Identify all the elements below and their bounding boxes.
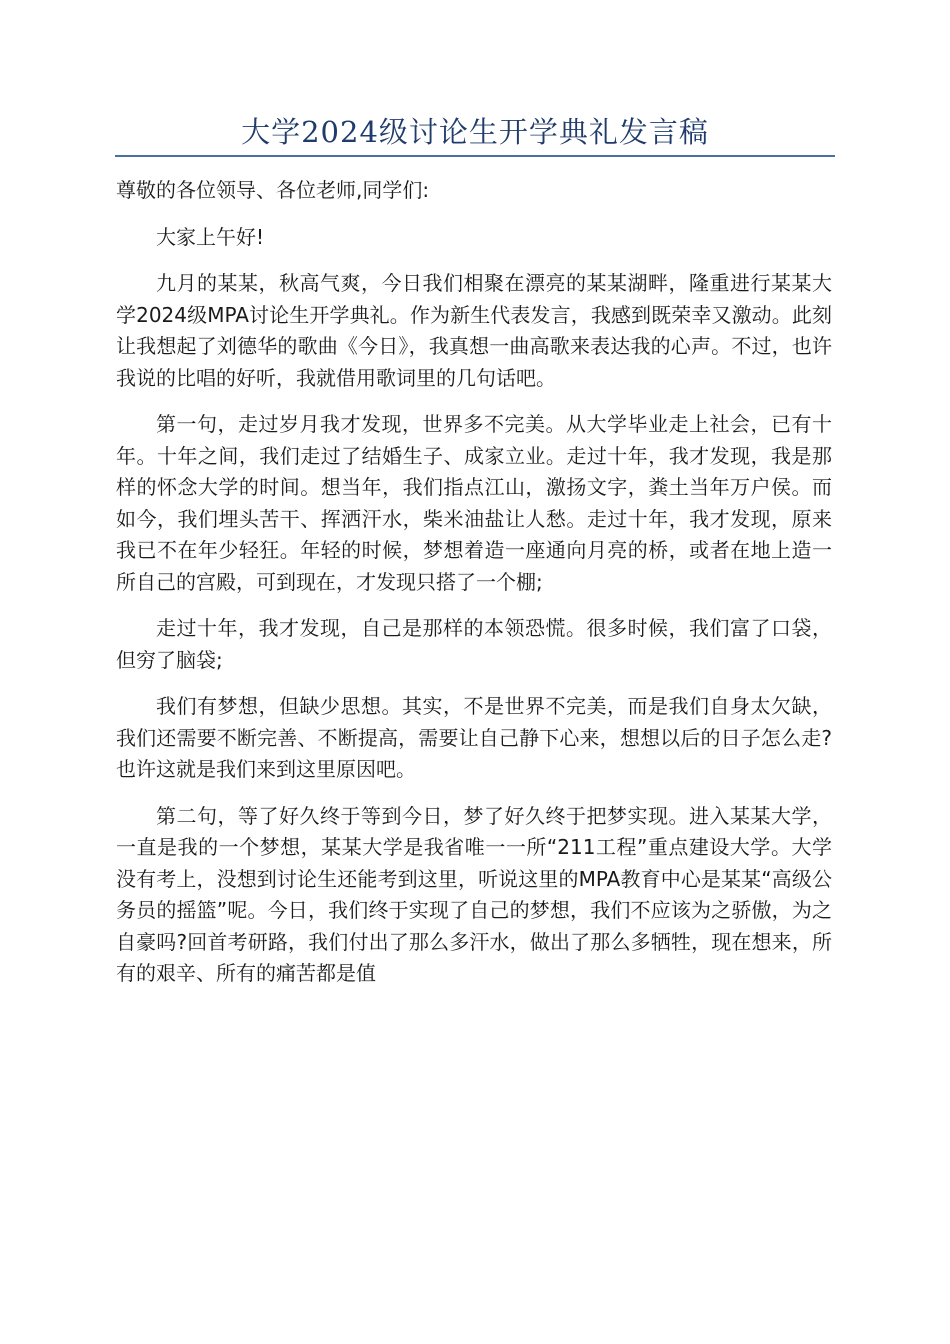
paragraph: 大家上午好!	[156, 224, 265, 249]
paragraph: 尊敬的各位领导、各位老师,同学们:	[116, 178, 430, 202]
paragraph: 第一句，走过岁月我才发现，世界多不完美。从大学毕业走上社会，已有十年。十年之间，我们走过了结婚生子、成家立业。走过十年，我才发现，我是那样的怀念大学的时间。想当年，我们指点江山，激扬文字，粪土当年万户侯。而如今，我们埋头苦干、挥洒汗水，柴米油盐让人愁。走过十年，我才发现，原来我已不在年少轻狂。年轻的时候，梦想着造一座通向月亮的桥，或者在地上造一所自己的宫殿，可到现在，才发现只搭了一个棚;	[116, 412, 832, 594]
paragraph: 走过十年，我才发现，自己是那样的本领恐慌。很多时候，我们富了口袋，但穷了脑袋;	[116, 616, 832, 672]
title-underline	[115, 155, 835, 157]
document-title: 大学2024级讨论生开学典礼发言稿	[241, 115, 709, 149]
paragraph: 我们有梦想，但缺少思想。其实，不是世界不完美，而是我们自身太欠缺，我们还需要不断完善、不断提高，需要让自己静下心来，想想以后的日子怎么走?也许这就是我们来到这里原因吧。	[116, 694, 832, 781]
paragraph: 九月的某某，秋高气爽，今日我们相聚在漂亮的某某湖畔，隆重进行某某大学2024级MPA讨论生开学典礼。作为新生代表发言，我感到既荣幸又激动。此刻让我想起了刘德华的歌曲《今日》，我真想一曲高歌来表达我的心声。不过，也许我说的比唱的好听，我就借用歌词里的几句话吧。	[116, 271, 832, 390]
document-body	[116, 175, 832, 1005]
paragraph: 第二句，等了好久终于等到今日，梦了好久终于把梦实现。进入某某大学，一直是我的一个梦想，某某大学是我省唯一一所“211工程”重点建设大学。大学没有考上，没想到讨论生还能考到这里，听说这里的MPA教育中心是某某“高级公务员的摇篮”呢。今日，我们终于实现了自己的梦想，我们不应该为之骄傲，为之自豪吗?回首考研路，我们付出了那么多汗水，做出了那么多牺牲，现在想来，所有的艰辛、所有的痛苦都是值	[116, 803, 832, 985]
